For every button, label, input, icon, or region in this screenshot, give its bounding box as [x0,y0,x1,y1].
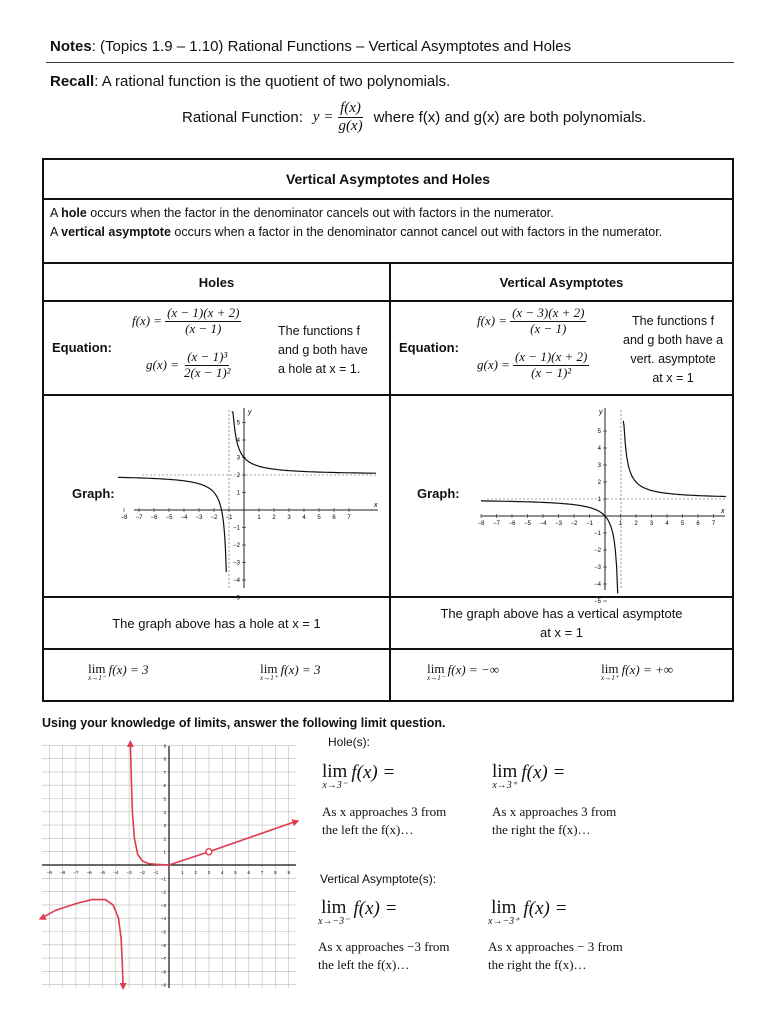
va-limits-cell [390,649,733,701]
exercise-arrow-down [120,983,127,990]
exercise-y-tick-label: 3 [163,823,166,829]
va-x-tick-label: 5 [680,521,685,527]
va-x-tick-label: 6 [696,521,700,527]
rf-numerator: f(x) [338,100,363,118]
exercise-y-tick-label: −9 [160,982,166,988]
exercise-y-tick-label: 1 [163,849,166,855]
exercise-y-tick-label: 6 [163,783,166,789]
va-x-tick-label: −5 [524,521,531,527]
va-y-tick-label: −1 [594,531,601,537]
holes-x-tick-label: 1 [257,515,261,521]
exercise-graph [40,744,298,990]
exercise-x-tick-label: 2 [194,870,197,875]
holes-y-axis-label: y [248,409,252,416]
va-y-tick-label: 4 [597,446,601,452]
exercise-x-tick-label: 5 [234,870,237,875]
va-x-tick-label: −8 [477,521,485,527]
exercise-y-tick-label: 9 [163,743,166,749]
header-rule [46,62,734,63]
va-x-tick-label: −1 [586,521,593,527]
exercise-x-tick-label: 6 [247,870,251,875]
va-tick-labels [478,429,716,605]
hole-left-description: As x approaches 3 from the left the f(x)… [322,804,447,837]
table-title: Vertical Asymptotes and Holes [43,159,733,199]
va-x-tick-label: −6 [508,521,516,527]
exercise-curve-right [169,821,297,865]
va-right-description: As x approaches − 3 from the right the f(x)… [488,939,623,972]
holes-limits-cell [43,649,390,701]
exercise-x-tick-label: −7 [73,870,79,875]
holes-g-equation: g(x) = $\frac{\text{(x − 1)³}}{\text{2(x − 1)²}}$ [146,349,231,380]
holes-x-tick-label: −1 [225,515,233,521]
va-x-tick-label: 3 [649,521,654,527]
exercise-y-tick-label: −6 [160,942,166,948]
recall-line [50,73,450,90]
va-x-tick-label: −3 [555,521,562,527]
va-graph-cell [390,395,733,605]
va-caption: The graph above has a vertical asymptote at x = 1 [390,597,733,649]
va-note: The functions f and g both have a vert. asymptote at x = 1 [623,314,724,385]
holes-x-tick-label: 2 [272,515,276,521]
exercise-x-tick-label: −5 [99,870,106,875]
exercise-x-tick-label: −9 [46,870,52,875]
exercise-y-tick-label: 8 [163,756,166,762]
exercise-x-tick-label: 7 [260,870,264,875]
holes-equation-label: Equation: [52,340,112,355]
exercise-y-tick-label: −5 [160,929,166,935]
holes-x-tick-label: 5 [317,515,321,521]
va-graph [477,402,729,605]
va-right-limit: lim x→1⁺ f(x) = +∞ [601,661,674,682]
va-x-tick-label: −2 [570,521,578,527]
va-x-tick-label: −7 [493,521,500,527]
va-y-tick-label: 1 [597,497,601,503]
notes-heading [50,38,571,55]
holes-tick-labels [121,421,352,602]
exercise-x-tick-label: −1 [153,870,159,875]
exercise-y-tick-label: −7 [160,956,166,962]
holes-curve-left [118,477,226,572]
rf-denominator: g(x) [338,118,363,135]
notes-label: Notes [50,38,92,55]
va-x-tick-label: −4 [539,521,547,527]
holes-x-tick-label: −3 [195,515,203,521]
holes-equation-cell [43,301,390,395]
va-y-tick-label: 3 [597,463,601,469]
va-equation-label: Equation: [399,340,459,355]
holes-y-tick-label: −1 [233,525,240,532]
hole-right-limit: lim x→3⁺ f(x) = [492,761,566,791]
holes-graph-label: Graph: [72,486,115,501]
hole-definition: A hole occurs when the factor in the denominator cancels out with factors in the numerator. [50,206,554,220]
holes-curve-right [232,412,376,473]
exercise-y-tick-label: 2 [163,836,166,842]
holes-f-equation: f(x) = $\frac{(x - 1)(x + 2)}{(x - 1)}$ [132,305,240,336]
holes-x-tick-label: 3 [287,515,291,521]
exercise-y-tick-label: 4 [163,809,166,815]
hole-right-description: As x approaches 3 from the right the f(x)… [492,804,617,837]
holes-x-tick-label: 4 [302,515,306,521]
holes-y-tick-label: −3 [233,560,240,567]
recall-text: : A rational function is the quotient of two polynomials. [94,73,451,90]
rf-where: where f(x) and g(x) are both polynomials. [373,109,647,127]
va-left-limit-question: lim x→−3⁻ f(x) = [318,897,398,927]
exercise-x-tick-label: −6 [86,870,92,875]
recall-label: Recall [50,73,95,90]
exercise-y-tick-label: −2 [160,889,166,895]
va-x-tick-label: 4 [665,521,669,527]
holes-right-limit: lim x→1⁺ f(x) = 3 [260,661,321,682]
holes-x-tick-label: −8 [120,515,128,521]
holes-y-tick-label: −4 [233,578,240,584]
holes-x-tick-label: −2 [210,515,218,521]
va-y-axis-label: y [599,409,603,416]
va-column-header: Vertical Asymptotes [390,263,733,301]
exercise-x-tick-label: 1 [181,870,184,875]
exercise-x-tick-label: −3 [126,870,132,875]
va-left-limit: lim x→1⁻ f(x) = −∞ [427,661,500,682]
rf-label: Rational Function: [182,109,303,127]
exercise-y-tick-label: −1 [160,876,166,882]
holes-y-tick-label: −5 [233,595,240,602]
va-g-equation: g(x) = $\frac{(x - 1)(x + 2)}{\text{(x − 1)²}}$ [477,349,588,380]
holes-y-tick-label: 1 [236,490,240,497]
va-y-tick-label: 2 [597,480,601,486]
va-y-tick-label: −5 [594,599,601,605]
holes-left-limit: lim x→1⁻ f(x) = 3 [88,661,149,682]
rational-function-definition [182,100,646,136]
exercise-x-tick-label: 4 [220,870,224,875]
holes-x-tick-label: −6 [150,515,158,521]
holes-graph-cell [43,395,390,602]
va-left-description: As x approaches −3 from the left the f(x)… [318,939,450,972]
va-section-label: Vertical Asymptote(s): [320,872,437,886]
exercise-y-tick-label: 5 [163,796,166,802]
holes-x-tick-label: −4 [180,515,188,521]
exercise-hole-marker [206,849,212,855]
holes-y-tick-label: 5 [236,420,240,427]
holes-column-header: Holes [43,263,390,301]
exercise-arrow-up [127,740,134,747]
exercise-x-tick-label: −8 [60,870,66,875]
va-graph-label: Graph: [417,486,460,501]
exercise-x-tick-label: −2 [139,870,145,875]
va-y-tick-label: −4 [594,582,601,588]
va-y-tick-label: −3 [594,565,601,571]
holes-y-tick-label: −2 [233,543,240,549]
va-equation-cell [390,301,733,395]
va-y-tick-label: 5 [597,429,601,435]
va-right-limit-question: lim x→−3⁺ f(x) = [488,897,568,927]
holes-y-tick-label: 3 [236,455,240,462]
holes-y-tick-label: 4 [236,438,240,444]
hole-left-limit: lim x→3⁻ f(x) = [322,761,396,791]
exercise-x-tick-label: 8 [274,870,277,875]
definitions-cell [43,199,733,263]
exercise-curve-left [41,900,123,988]
holes-y-tick-label: 2 [236,473,240,479]
va-definition: A vertical asymptote occurs when a factor in the denominator cannot cancel out with factors in the numerator. [50,225,663,239]
notes-text: : (Topics 1.9 – 1.10) Rational Functions – Vertical Asymptotes and Holes [91,38,572,55]
exercise-y-tick-label: −8 [160,969,166,975]
va-x-tick-label: 7 [711,521,716,527]
va-y-tick-label: −2 [594,548,601,554]
holes-section-label: Hole(s): [328,735,371,749]
exercise-y-tick-label: 7 [163,769,166,775]
va-x-tick-label: 1 [618,521,623,527]
holes-x-tick-label: −7 [135,515,143,521]
va-holes-table [42,158,734,702]
rf-y: y = [312,109,334,126]
va-f-equation: f(x) = $\frac{(x - 3)(x + 2)}{(x - 1)}$ [477,305,585,336]
holes-x-tick-label: −5 [165,515,173,521]
va-x-tick-label: 2 [634,521,638,527]
exercise-x-tick-label: 9 [287,870,290,875]
holes-x-axis-label: x [374,502,378,509]
va-x-axis-label: x [721,508,725,515]
exercise-instruction: Using your knowledge of limits, answer the following limit question. [42,716,446,730]
holes-graph [120,402,382,602]
exercise-y-tick-label: −4 [160,916,166,922]
holes-x-tick-label: 7 [347,515,351,521]
exercise-y-tick-label: −3 [160,902,166,908]
exercise-x-tick-label: −4 [113,870,119,875]
va-curve-right [623,421,726,497]
holes-note: The functions f and g both have a hole at x = 1. [278,324,368,376]
exercise-x-tick-label: 3 [207,870,211,875]
holes-x-tick-label: 6 [332,515,336,521]
holes-caption: The graph above has a hole at x = 1 [43,597,390,649]
